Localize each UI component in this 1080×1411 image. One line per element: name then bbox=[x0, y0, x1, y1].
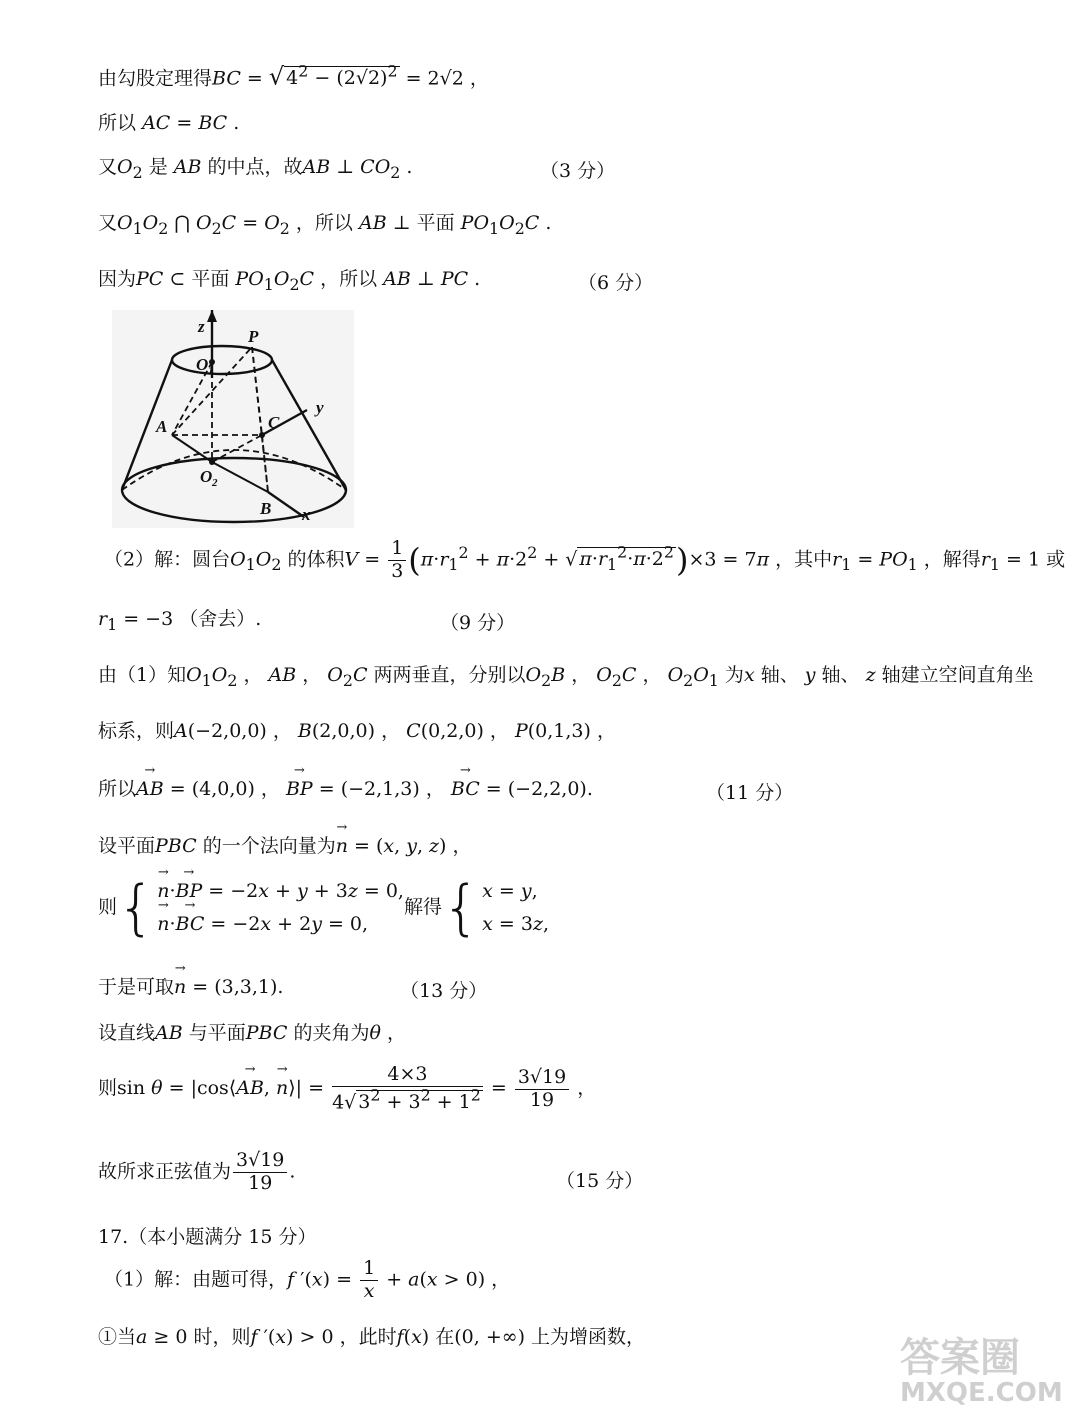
line-pythagoras: 由勾股定理得BC = √ $4^2 - (2√2)^2 = 2√2$ ， bbox=[98, 62, 489, 91]
line-axes: 由（1）知$O_1O_2$ ， AB ， $O_2C$ 两两垂直，分别以$O_2B$ ， $O_2C$ ， $O_2O_1$ 为x 轴、 y 轴、 z 轴建立空间直角坐 bbox=[98, 664, 1034, 690]
score-label: （9 分） bbox=[440, 612, 516, 634]
label-z: z bbox=[198, 317, 205, 336]
question-17-header: 17.（本小题满分 15 分） bbox=[98, 1226, 317, 1248]
watermark-url: MXQE.COM bbox=[900, 1378, 1063, 1408]
frustum-figure bbox=[112, 310, 354, 528]
label-o2-sub: 2 bbox=[212, 477, 218, 489]
label-x: x bbox=[302, 505, 311, 524]
line-r1-reject: $r_1 = -3$ （舍去）. bbox=[98, 608, 262, 634]
score-label: （3 分） bbox=[540, 160, 616, 182]
watermark-logo: 答案圈 bbox=[900, 1335, 1020, 1381]
line-ab-perp-pc: 因为PC ⊂ 平面 $PO_1O_2C$ ，所以 AB ⊥ PC . bbox=[98, 268, 481, 294]
line-angle-setup: 设直线AB 与平面PBC 的夹角为θ ， bbox=[98, 1022, 406, 1044]
score-label: （6 分） bbox=[578, 272, 654, 294]
line-choose-n: 于是可取→ n = (3,3,1). bbox=[98, 976, 283, 999]
line-answer: 故所求正弦值为 $\frac{3√19}{19}$ . bbox=[98, 1149, 296, 1194]
line-normal-vector: 设平面PBC 的一个法向量为→ n = (x, y, z) ， bbox=[98, 835, 472, 858]
line-vectors: 所以→ AB = (4,0,0) ， → BP = (−2,1,3) ， → BC = (−2,2,0). bbox=[98, 778, 593, 801]
score-label: （13 分） bbox=[400, 980, 488, 1002]
score-label: （15 分） bbox=[556, 1170, 644, 1192]
line-derivative: （1）解：由题可得，f ′(x) = $\frac{1}{x}$ + a(x > 0) ， bbox=[104, 1257, 511, 1302]
line-case-1: ①当a ≥ 0 时，则f ′(x) > 0 ，此时f(x) 在(0, +∞) 上为增函数， bbox=[98, 1326, 646, 1348]
label-o2: O bbox=[200, 467, 213, 486]
score-label: （11 分） bbox=[706, 782, 794, 804]
label-b: B bbox=[260, 499, 272, 518]
line-midpoint: 又$O_2$ 是 AB 的中点，故AB ⊥ $CO_2$ . bbox=[98, 156, 413, 182]
label-o1: O bbox=[196, 355, 209, 374]
line-sine-calc: 则sin θ = |cos⟨→ AB, → n⟩| = $\frac{4\times 3}{4√ 3^2 + 3^2 + 1^2}$ = $\frac{3√19}{19}$ ， bbox=[98, 1064, 596, 1114]
label-a: A bbox=[156, 417, 168, 436]
line-equation-system: 则 { → n·→ BP = −2x + y + 3z = 0, → n·→ BC = −2x + 2y = 0, 解得 { x = y, x = 3z, bbox=[98, 878, 549, 938]
line-intersection: 又$O_1O_2$ ⋂ $O_2C = O_2$ ，所以 AB ⊥ 平面 $PO_1O_2C$ . bbox=[98, 212, 552, 238]
label-y: y bbox=[316, 398, 324, 417]
label-o1-sub: 1 bbox=[208, 365, 214, 377]
label-p: P bbox=[248, 327, 259, 346]
line-coordinates: 标系，则A(−2,0,0) ， B(2,0,0) ， C(0,2,0) ， P(0,1,3) ， bbox=[98, 720, 616, 742]
line-volume: （2）解：圆台$O_1O_2$ 的体积V = $\frac{1}{3}$ ($\pi\cdot r_1^2 + \pi\cdot 2^2$ + √ $\pi\cdot r_1^2\cdot\pi\cdot 2^2)\times 3 = 7\pi$ ，其中$r_1 = PO_1$ ，解得$r_1 = 1$ 或 bbox=[104, 537, 1066, 582]
label-c: C bbox=[268, 413, 280, 432]
line-ac-eq-bc: 所以 AC = BC . bbox=[98, 112, 240, 134]
